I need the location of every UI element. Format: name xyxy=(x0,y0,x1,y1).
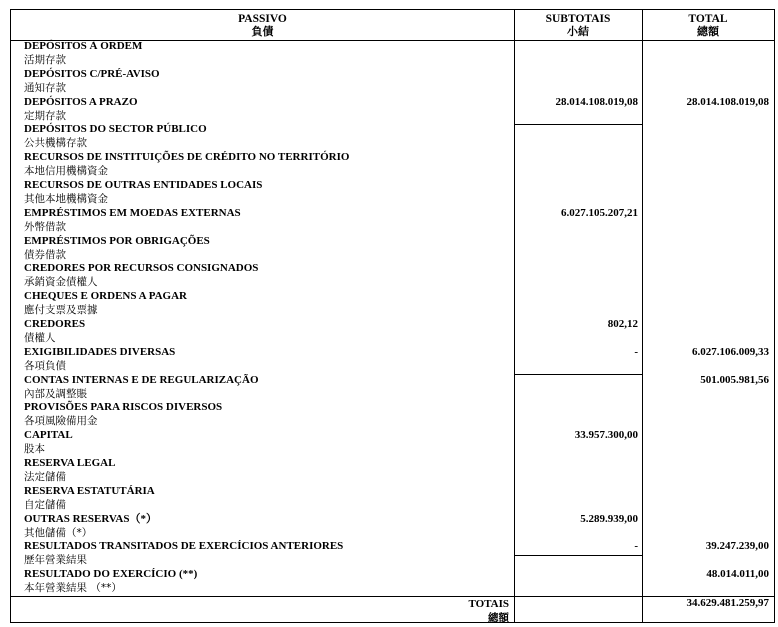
row-label-pt: DEPÓSITOS C/PRÉ-AVISO xyxy=(24,67,160,80)
row-label-pt: OUTRAS RESERVAS（*） xyxy=(24,512,157,525)
passivo-header xyxy=(11,13,514,39)
row-label-zh: 外幣借款 xyxy=(24,220,66,233)
total-value: 28.014.108.019,08 xyxy=(686,95,769,108)
passivo-header-label: PASSIVO xyxy=(238,13,287,25)
column-divider-subtotais xyxy=(642,10,643,622)
row-label-zh: 公共機構存款 xyxy=(24,137,87,150)
grand-total-value: 34.629.481.259,97 xyxy=(686,597,769,609)
row-label-zh: 內部及調整賬 xyxy=(24,387,87,400)
total-value: 48.014.011,00 xyxy=(706,568,769,581)
row-label-pt: RECURSOS DE OUTRAS ENTIDADES LOCAIS xyxy=(24,179,263,191)
row-label-pt: RESULTADO DO EXERCÍCIO (**) xyxy=(24,568,198,581)
row-label-pt: RESERVA ESTATUTÁRIA xyxy=(24,484,155,497)
subtotais-header xyxy=(514,13,642,39)
footer-divider xyxy=(11,596,774,597)
row-label-zh: 股本 xyxy=(24,443,45,456)
row-label-pt: CREDORES POR RECURSOS CONSIGNADOS xyxy=(24,262,259,275)
row-label-zh: 法定儲備 xyxy=(24,470,66,483)
total-header-label-zh: 總額 xyxy=(697,26,719,38)
subtotal-value: 5.289.939,00 xyxy=(580,512,638,525)
totais-label-zh: 總額 xyxy=(488,612,509,624)
row-label-zh: 各項風險備用金 xyxy=(24,415,98,428)
row-label-zh: 承銷資金債權人 xyxy=(24,276,98,289)
row-label-zh: 債券借款 xyxy=(24,248,66,261)
row-label-zh: 定期存款 xyxy=(24,109,66,122)
subtotal-value: 33.957.300,00 xyxy=(574,429,638,442)
total-value: 501.005.981,56 xyxy=(700,373,769,386)
row-label-pt: CONTAS INTERNAS E DE REGULARIZAÇÃO xyxy=(24,373,259,386)
row-label-zh: 其他儲備（*） xyxy=(24,526,93,539)
row-label-pt: EMPRÉSTIMOS EM MOEDAS EXTERNAS xyxy=(24,206,241,219)
row-label-zh: 活期存款 xyxy=(24,53,66,66)
row-label-zh: 本年營業結果 （**） xyxy=(24,582,122,595)
row-label-pt: EXIGIBILIDADES DIVERSAS xyxy=(24,345,176,358)
row-label-pt: PROVISÕES PARA RISCOS DIVERSOS xyxy=(24,401,223,414)
row-label-pt: CREDORES xyxy=(24,318,86,330)
total-value: 6.027.106.009,33 xyxy=(692,345,769,358)
row-label-zh: 歷年營業結果 xyxy=(24,554,87,567)
total-header xyxy=(642,13,774,39)
row-label-pt: DEPÓSITOS À ORDEM xyxy=(24,40,143,52)
row-label-pt: DEPÓSITOS A PRAZO xyxy=(24,95,138,108)
subtotal-group-divider xyxy=(514,555,642,556)
subtotal-value: 802,12 xyxy=(607,318,638,330)
totais-label xyxy=(468,597,509,625)
row-label-pt: CAPITAL xyxy=(24,429,73,442)
subtotais-header-label-zh: 小結 xyxy=(567,26,589,38)
row-label-pt: EMPRÉSTIMOS POR OBRIGAÇÕES xyxy=(24,234,210,247)
total-value: 39.247.239,00 xyxy=(705,540,769,553)
total-header-label: TOTAL xyxy=(688,13,728,25)
row-label-pt: CHEQUES E ORDENS A PAGAR xyxy=(24,290,187,303)
subtotal-value: 28.014.108.019,08 xyxy=(555,95,638,108)
row-label-pt: RECURSOS DE INSTITUIÇÕES DE CRÉDITO NO TERRITÓRIO xyxy=(24,151,350,164)
row-label-zh: 通知存款 xyxy=(24,81,66,94)
row-label-zh: 本地信用機構資金 xyxy=(24,165,108,178)
subtotal-group-divider xyxy=(514,374,642,375)
row-label-zh: 其他本地機構資金 xyxy=(24,192,108,205)
subtotais-header-label: SUBTOTAIS xyxy=(545,13,611,25)
subtotal-group-divider xyxy=(514,124,642,125)
passivo-header-label-zh: 負債 xyxy=(251,26,274,38)
column-divider-passivo xyxy=(514,10,515,622)
row-label-zh: 債權人 xyxy=(24,331,56,344)
subtotal-value: - xyxy=(634,540,638,553)
balance-sheet-table xyxy=(10,9,775,623)
row-label-pt: DEPÓSITOS DO SECTOR PÚBLICO xyxy=(24,123,207,136)
subtotal-value: 6.027.105.207,21 xyxy=(561,206,638,219)
row-label-zh: 自定儲備 xyxy=(24,498,66,511)
row-label-pt: RESULTADOS TRANSITADOS DE EXERCÍCIOS ANTERIORES xyxy=(24,540,344,553)
row-label-zh: 各項負債 xyxy=(24,359,66,372)
subtotal-value: - xyxy=(634,345,638,358)
row-label-pt: RESERVA LEGAL xyxy=(24,457,116,469)
row-label-zh: 應付支票及票據 xyxy=(24,304,98,317)
totais-label-pt: TOTAIS xyxy=(468,598,509,610)
